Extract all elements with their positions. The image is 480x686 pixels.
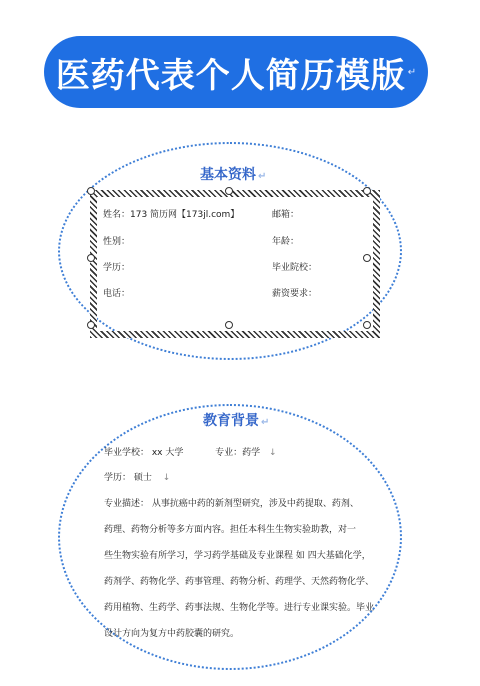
- education-field: 学历：: [103, 263, 131, 273]
- title-banner: [44, 36, 428, 108]
- school-line: 毕业学校： xx 大学 专业：药学 ↓: [104, 448, 277, 458]
- page-title: 医药代表个人简历模版: [55, 55, 406, 96]
- resize-handle-icon[interactable]: [87, 254, 95, 262]
- description-line: 些生物实验有所学习，学习药学基础及专业课程 如 四大基础化学，: [104, 551, 371, 561]
- description-line: 药用植物、生药学、药事法规、生物化学等。进行专业课实验。毕业: [104, 603, 375, 613]
- description-line: 设计方向为复方中药胶囊的研究。: [104, 629, 240, 639]
- gender-field: 性别：: [103, 237, 131, 247]
- email-field: 邮箱：: [272, 210, 300, 220]
- salary-field: 薪资要求：: [272, 289, 318, 299]
- name-field: 姓名：173 简历网【173jl.com】: [103, 210, 240, 220]
- phone-field: 电话：: [103, 289, 131, 299]
- arrow-icon: ↓: [269, 448, 277, 458]
- resize-handle-icon[interactable]: [363, 321, 371, 329]
- basic-info-title: 基本资料 ↵: [200, 167, 267, 183]
- degree-line: 学历： 硕士 ↓: [104, 473, 171, 483]
- arrow-icon: ↓: [162, 473, 171, 483]
- education-title: 教育背景 ↵: [203, 413, 270, 429]
- paragraph-mark-icon: ↵: [407, 66, 417, 78]
- resize-handle-icon[interactable]: [363, 187, 371, 195]
- resize-handle-icon[interactable]: [87, 187, 95, 195]
- description-line: 专业描述： 从事抗癌中药的新剂型研究，涉及中药提取、药剂、: [104, 499, 359, 509]
- description-line: 药理、药物分析等多方面内容。担任本科生生物实验助教，对一: [104, 525, 357, 535]
- description-line: 药剂学、药物化学、药事管理、药物分析、药理学、天然药物化学、: [104, 577, 375, 587]
- resize-handle-icon[interactable]: [87, 321, 95, 329]
- age-field: 年龄：: [272, 237, 300, 247]
- resize-handle-icon[interactable]: [225, 321, 233, 329]
- school-field: 毕业院校：: [272, 263, 318, 273]
- resize-handle-icon[interactable]: [363, 254, 371, 262]
- resize-handle-icon[interactable]: [225, 187, 233, 195]
